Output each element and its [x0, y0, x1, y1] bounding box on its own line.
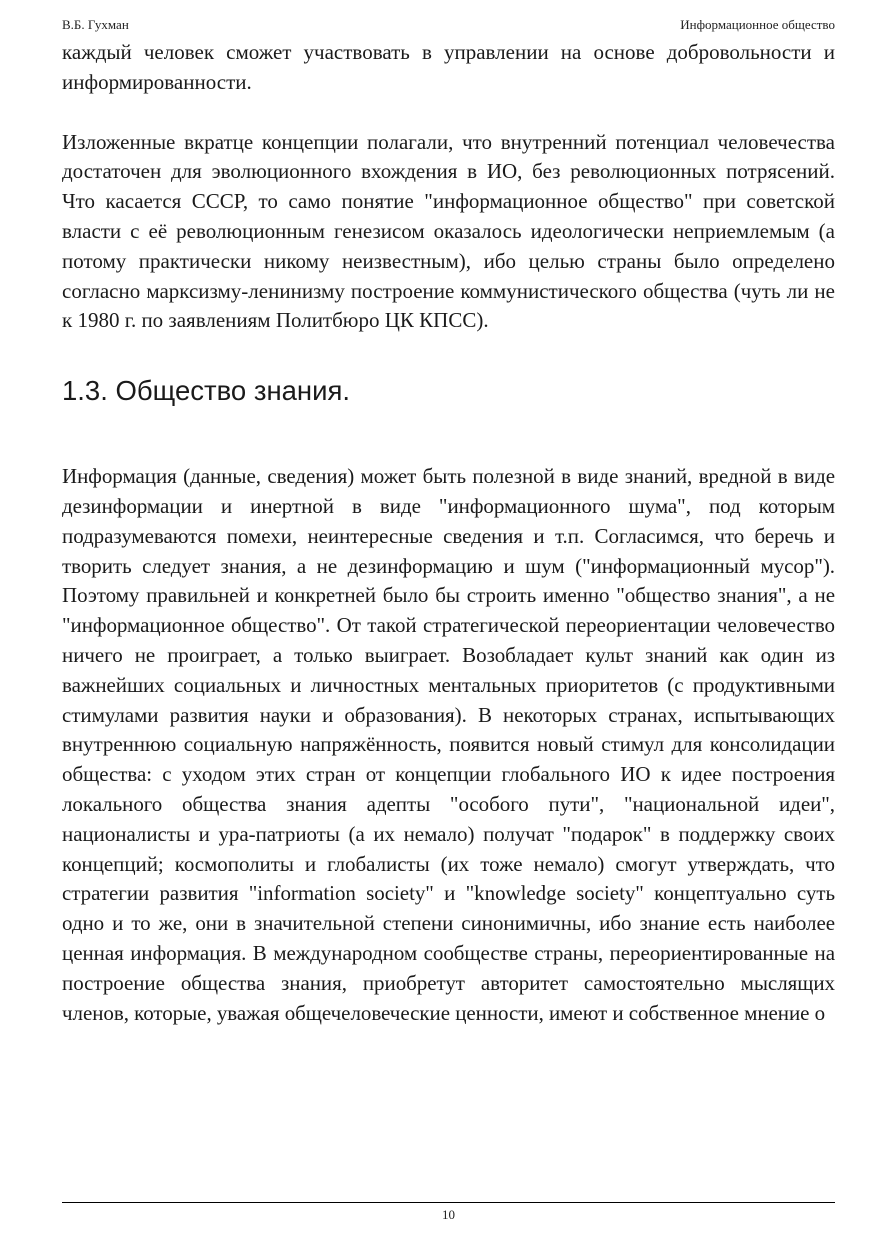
page-number: 10: [442, 1207, 455, 1222]
paragraph-knowledge-society: Информация (данные, сведения) может быть полезной в виде знаний, вредной в виде дезинформации и инертной в виде "информационного шума", под которым подразумеваются помехи, неинтересные сведения и т.п. Согласимся, что беречь и творить следует знания, а не дезинформацию и шум ("информационный мусор"). Поэтому правильней и конкретней было бы строить именно "общество знания", а не "информационное общество". От такой стратегической переориентации человечество ничего не проиграет, а только выиграет. Возобладает культ знаний как один из важнейших социальных и личностных ментальных приоритетов (с продуктивными стимулами развития науки и образования). В некоторых странах, испытывающих внутреннюю социальную напряжённость, появится новый стимул для консолидации общества: с уходом этих стран от концепции глобального ИО к идее построения локального общества знания адепты "особого пути", "национальной идеи", националисты и ура-патриоты (а их немало) получат "подарок" в поддержку своих концепций; космополиты и глобалисты (их тоже немало) смогут утверждать, что стратегии развития "information society" и "knowledge society" концептуально суть одно и то же, они в значительной степени синонимичны, ибо знание есть наиболее ценная информация. В международном сообществе страны, переориентированные на построение общества знания, приобретут авторитет самостоятельно мыслящих членов, которые, уважая общечеловеческие ценности, имеют и собственное мнение о: [62, 464, 835, 1025]
paragraph-concepts: Изложенные вкратце концепции полагали, что внутренний потенциал человечества достаточен для эволюционного вхождения в ИО, без революционных потрясений. Что касается СССР, то само понятие "информационное общество" при советской власти с её революционным генезисом оказалось идеологически неприемлемым (а потому практически никому неизвестным), ибо целью страны было определено согласно марксизму-ленинизму построение коммунистического общества (чуть ли не к 1980 г. по заявлениям Политбюро ЦК КПСС).: [62, 129, 835, 333]
document-body: [62, 38, 835, 1028]
header-author: В.Б. Гухман: [62, 17, 129, 32]
page-header: [62, 15, 835, 35]
header-title: Информационное общество: [680, 17, 835, 32]
footer-divider: [62, 1202, 835, 1203]
section-heading: 1.3. Общество знания.: [62, 375, 351, 407]
paragraph-continued: каждый человек сможет участвовать в управлении на основе добровольности и информированности.: [62, 40, 835, 94]
